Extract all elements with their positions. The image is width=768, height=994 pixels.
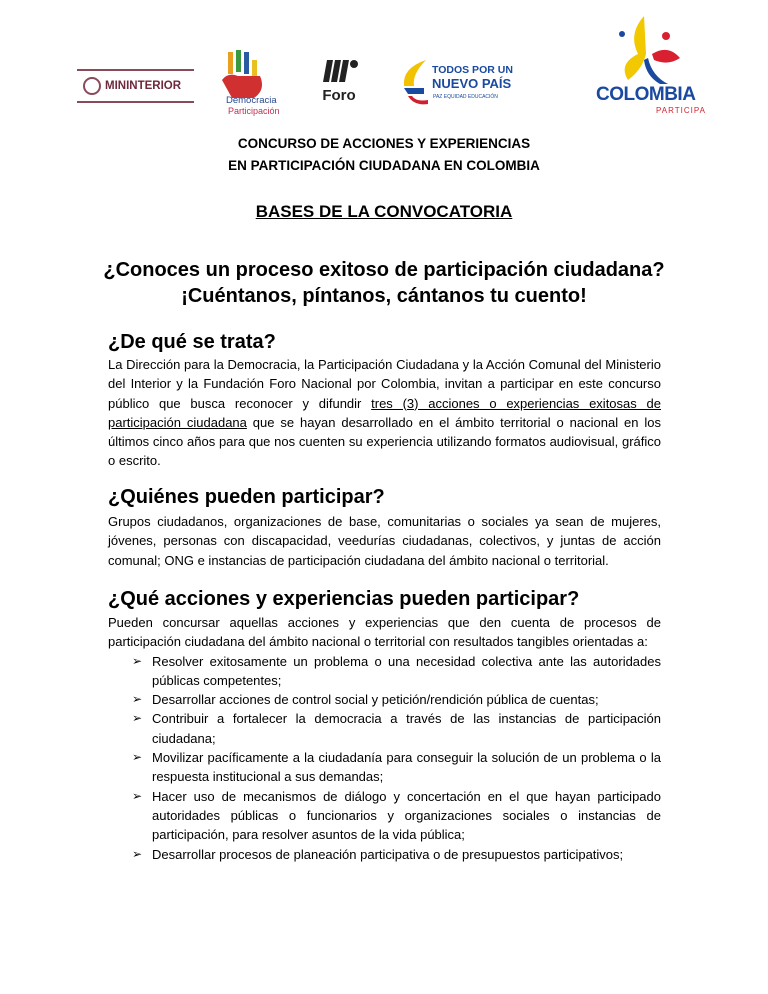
arrow-bullet-icon: ➢ xyxy=(132,788,143,803)
painted-hand-icon xyxy=(218,50,278,98)
coat-of-arms-icon xyxy=(83,77,101,95)
democracia-participacion-logo: Democracia Participación xyxy=(218,50,288,118)
list-item: ➢ Contribuir a fortalecer la democracia a través de las instancias de participación ciudadana; xyxy=(132,711,661,746)
bullet-list xyxy=(108,652,661,864)
arrow-bullet-icon: ➢ xyxy=(132,653,143,668)
section-heading-acciones: ¿Qué acciones y experiencias pueden participar? xyxy=(108,588,580,610)
page-title: BASES DE LA CONVOCATORIA xyxy=(255,202,513,221)
foro-logo: Foro xyxy=(318,58,360,110)
headline-question: ¿Conoces un proceso exitoso de participación ciudadana? ¡Cuéntanos, píntanos, cántanos tu cuento! xyxy=(103,259,665,307)
arrow-bullet-icon: ➢ xyxy=(132,711,143,726)
list-item: ➢ Movilizar pacíficamente a la ciudadanía para conseguir la solución de un problema o la respuesta institucional a sus demandas; xyxy=(132,750,661,785)
arrow-bullet-icon: ➢ xyxy=(132,846,143,861)
colombia-flag-swoosh-icon xyxy=(400,58,430,108)
section-text-quienes: Grupos ciudadanos, organizaciones de base, comunitarias o sociales ya sean de mujeres, jóvenes, personas con discapacidad, veedurías ciudadanas, colectivos, y juntas de acción comunal; ONG e instancias de participación ciudadana del ámbito nacional o territorial. xyxy=(108,514,661,568)
highlighted-text: tres (3) acciones o experiencias exitosas de participación ciudadana xyxy=(108,395,661,430)
section-heading-que-trata: ¿De qué se trata? xyxy=(108,331,276,353)
list-item: ➢ Hacer uso de mecanismos de diálogo y concertación en el que hayan participado autoridades públicas o funcionarios y organizaciones sociales o instancias de participación, para resolver asuntos de la vida pública; xyxy=(132,788,661,843)
todos-por-un-nuevo-pais-logo: TODOS POR UN NUEVO PAÍS PAZ EQUIDAD EDUCACIÓN xyxy=(400,58,515,110)
mininterior-logo: MININTERIOR xyxy=(77,69,194,103)
foro-mark-icon xyxy=(319,58,359,84)
list-item: ➢ Desarrollar procesos de planeación participativa o de presupuestos participativos; xyxy=(108,845,661,864)
arrow-bullet-icon: ➢ xyxy=(132,750,143,765)
section-heading-quienes: ¿Quiénes pueden participar? xyxy=(108,486,385,508)
arrow-bullet-icon: ➢ xyxy=(132,692,143,707)
list-item: ➢ Desarrollar acciones de control social y petición/rendición pública de cuentas; xyxy=(108,690,661,709)
section-text-que-trata: La Dirección para la Democracia, la Participación Ciudadana y la Acción Comunal del Ministerio del Interior y la Fundación Foro Nacional por Colombia, invitan a participar en este concurso público que busca reconocer y difundir tres (3) acciones o experiencias exitosas de participación ciudadana que se hayan desarrollado en el ámbito territorial o nacional en los últimos cinco años para que nos cuenten su experiencia utilizando formatos audiovisual, gráfico o escrito. xyxy=(108,357,661,469)
colombia-participa-figures-icon xyxy=(608,14,688,86)
list-item: ➢ Resolver exitosamente un problema o una necesidad colectiva ante las autoridades públicas competentes; xyxy=(132,653,661,688)
section-text-acciones: Pueden concursar aquellas acciones y experiencias que den cuenta de procesos de participación ciudadana del ámbito nacional o territorial con resultados tangibles orientadas a: ➢ Resolver exitosamente un problema o una necesidad colectiva ante las autoridades públicas competentes; ➢ Desarrollar acciones de control social y petición/rendición pública de cuentas; ➢ Contribuir a fortalecer la democracia a través de las instancias de participación ciudadana; ➢ Movilizar pacíficamente a la ciudadanía para conseguir la solución de un problema o la respuesta institucional a sus demandas; ➢ Hacer uso de mecanismos de diálogo y concertación en el que hayan participado autoridades públicas o funcionarios y organizaciones sociales o instancias de participación, para resolver asuntos de la vida pública; ➢ Desarrollar procesos de planeación participativa o de presupuestos participativos; xyxy=(108,613,661,864)
colombia-participa-logo: COLOMBIA PARTICIPA xyxy=(596,14,711,114)
contest-title: CONCURSO DE ACCIONES Y EXPERIENCIAS EN PARTICIPACIÓN CIUDADANA EN COLOMBIA xyxy=(228,136,540,173)
